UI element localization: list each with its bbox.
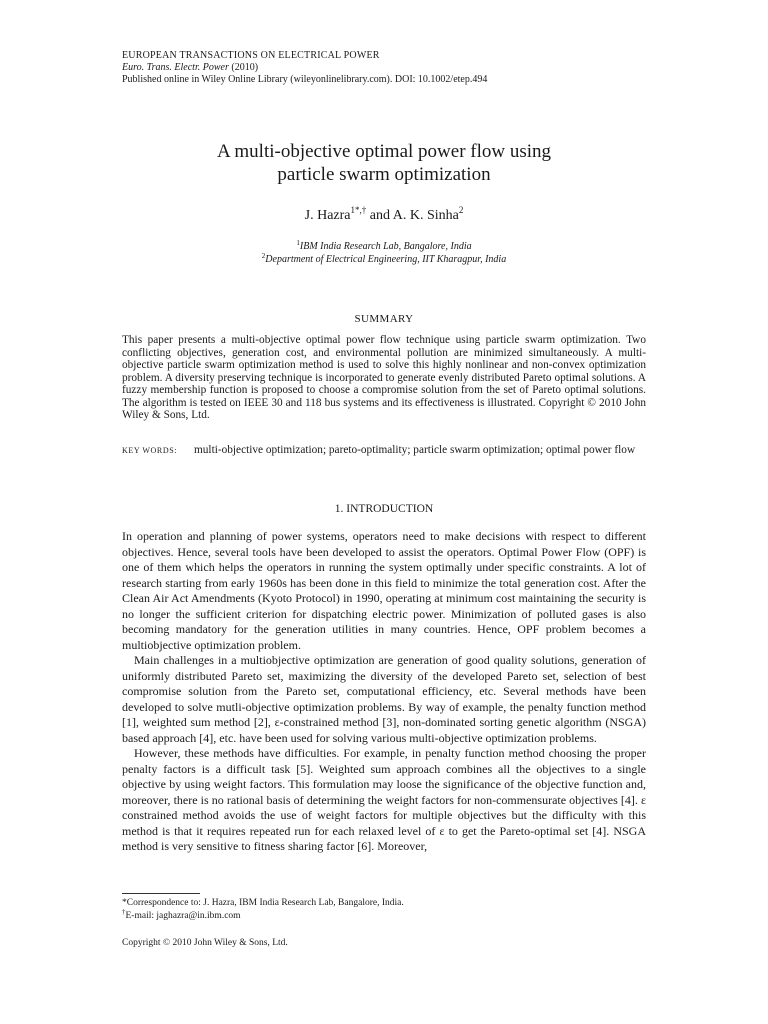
keywords-label: KEY WORDS: [122, 446, 178, 455]
section-body [122, 529, 646, 855]
title-line-1: A multi-objective optimal power flow using [216, 141, 552, 162]
section-heading: 1. INTRODUCTION [334, 503, 434, 515]
journal-name: EUROPEAN TRANSACTIONS ON ELECTRICAL POWER [122, 50, 380, 61]
footnote-rule [122, 893, 200, 894]
paper-title [122, 140, 646, 186]
affiliation-2 [122, 253, 646, 266]
copyright-footer: Copyright © 2010 John Wiley & Sons, Ltd. [122, 938, 288, 948]
author-list [122, 207, 646, 225]
author-2-name: A. K. Sinha [392, 208, 459, 223]
affiliation-2-text: Department of Electrical Engineering, IIT Kharagpur, India [265, 254, 507, 265]
footnote-2 [122, 910, 404, 923]
journal-published: Published online in Wiley Online Library (wileyonlinelibrary.com). DOI: 10.1002/etep.494 [122, 74, 488, 85]
paragraph-2: Main challenges in a multiobjective optimization are generation of good quality solutions, generation of uniformly distributed Pareto set, maximizing the diversity of the developed Pareto set, selection of best compromise solution from the Pareto set, computational efficiency, etc. Several methods have been developed to solve mutli-objective optimization problems. By way of example, the penalty function method [1], weighted sum method [2], ε-constrained method [3], non-dominated sorting genetic algorithm (NSGA) based approach [4], etc. have been used for solving various multi-objective optimization problems. [122, 653, 646, 745]
paragraph-3: However, these methods have difficulties. For example, in penalty function method choosing the proper penalty factors is a difficult task [5]. Weighted sum approach combines all the objectives to a single objective by using weight factors. This formulation may loose the significance of the objective function and, moreover, there is no rational basis of determining the weight factors for non-commensurate objectives [4]. ε constrained method avoids the use of weight factors for multiple objectives but the difficulty with this method is that it requires repeated run for each relaxed level of ε to get the Pareto-optimal set [4]. NSGA method is very sensitive to fitness sharing factor [6]. Moreover, [122, 746, 646, 853]
title-line-2: particle swarm optimization [277, 164, 491, 185]
author-1-mark: 1*,† [350, 205, 367, 215]
paragraph-1: In operation and planning of power systems, operators need to make decisions with respect to different objectives. Hence, several tools have been developed to assist the operators. Optimal Power Flow (OPF) is one of them which helps the operators in running the system optimally under specific constraints. A lot of research starting from early 1960s has been done in this field to minimize the total generation cost. After the Clean Air Act Amendments (Kyoto Protocol) in 1990, operating at minimum cost maintaining the security is no longer the sufficient criterion for dispatching electric power. Minimization of polluted gases is also becoming mandatory for the generation utilities in many countries. Hence, OPF problem becomes a multiobjective optimization problem. [122, 529, 646, 652]
affiliation-1-text: IBM India Research Lab, Bangalore, India [299, 241, 472, 252]
affiliation-2-mark: 2 [261, 252, 266, 260]
journal-abbreviation: Euro. Trans. Electr. Power [122, 62, 229, 73]
footnote-2-mark: † [122, 908, 126, 916]
keywords [122, 443, 646, 457]
author-1-name: J. Hazra [304, 208, 351, 223]
affiliations [122, 240, 646, 266]
keywords-text: multi-objective optimization; pareto-optimality; particle swarm optimization; optimal power flow [194, 444, 636, 456]
author-conjunction: and [366, 208, 393, 223]
footnote-1-text: Correspondence to: J. Hazra, IBM India Research Lab, Bangalore, India. [126, 898, 404, 908]
summary-text: This paper presents a multi-objective optimal power flow technique using particle swarm optimization. Two conflicting objectives, generation cost, and environmental pollution are minimized simultaneously. A multi-objective particle swarm optimization method is used to solve this highly nonlinear and non-convex optimization problem. A diversity preserving technique is incorporated to generate evenly distributed Pareto optimal solutions. A fuzzy membership function is proposed to choose a compromise solution from the set of Pareto optimal solutions. The algorithm is tested on IEEE 30 and 118 bus systems and its effectiveness is illustrated. Copyright © 2010 John Wiley & Sons, Ltd. [122, 334, 646, 421]
affiliation-1 [122, 240, 646, 253]
footnote-2-text: E-mail: jaghazra@in.ibm.com [125, 911, 241, 921]
journal-header [122, 50, 487, 86]
affiliation-1-mark: 1 [296, 239, 300, 247]
summary-heading: SUMMARY [354, 313, 414, 325]
journal-year: (2010) [228, 62, 259, 73]
footnote-1-mark: * [122, 898, 127, 908]
footnotes [122, 897, 404, 923]
journal-citation [122, 62, 487, 74]
author-2-mark: 2 [458, 205, 464, 215]
footnote-1 [122, 897, 404, 910]
